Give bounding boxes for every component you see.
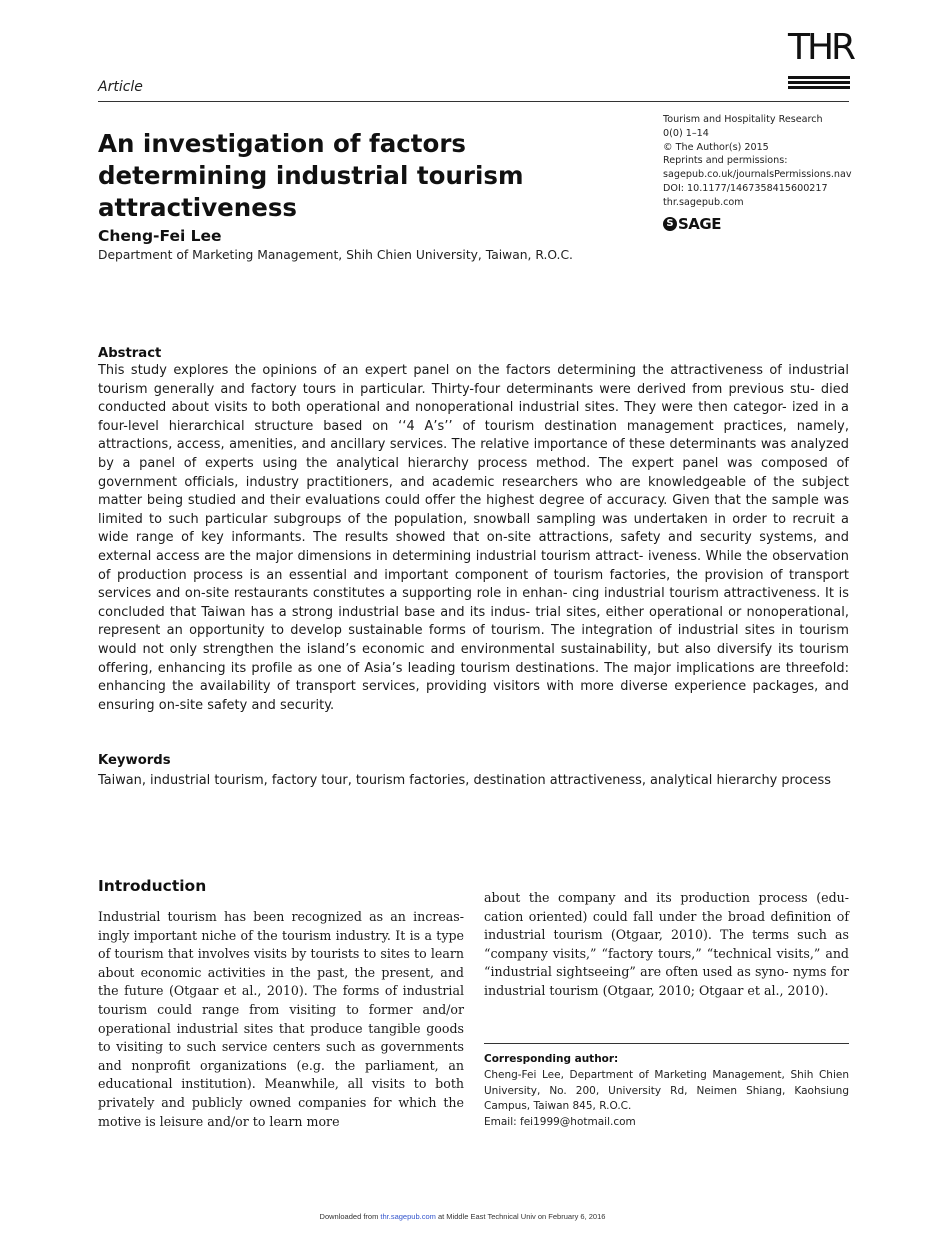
journal-volume: 0(0) 1–14 (663, 127, 709, 139)
author-name: Cheng-Fei Lee (98, 227, 222, 245)
journal-copyright: © The Author(s) 2015 (663, 141, 769, 153)
footer-suffix: at Middle East Technical Univ on February 6, 2016 (437, 1212, 606, 1221)
article-type-label: Article (98, 79, 143, 95)
footer-prefix: Downloaded from (319, 1212, 379, 1221)
journal-name: Tourism and Hospitality Research (663, 114, 823, 125)
sage-circle-icon: S (663, 217, 677, 231)
keywords-text: Taiwan, industrial tourism, factory tour, tourism factories, destination attractiveness, analytical hierarchy process (98, 773, 831, 788)
download-footer (0, 1212, 925, 1221)
introduction-left-column: Industrial tourism has been recognized as an increas- ingly important niche of the tourism industry. It is a type of tourism that involves visits by tourists to sites to learn about economic activities in the past, the present, and the future (Otgaar et al., 2010). The forms of industrial tourism could range from visiting to former and/or operational industrial sites that produce tangible goods to visiting to such service centers such as governments and nonprofit organizations (e.g. the parliament, an educational institution). Meanwhile, all visits to both privately and publicly owned companies for which the motive is leisure and/or to learn more (98, 909, 464, 1129)
corresponding-divider (484, 1043, 849, 1044)
journal-info (663, 113, 863, 210)
journal-site-link[interactable]: thr.sagepub.com (663, 196, 744, 208)
sage-wordmark: SAGE (678, 215, 721, 233)
corresponding-details (484, 1068, 849, 1130)
abstract-heading: Abstract (98, 346, 162, 361)
journal-doi[interactable]: DOI: 10.1177/1467358415600217 (663, 182, 828, 194)
journal-logo-bars (788, 76, 850, 91)
journal-reprints: Reprints and permissions: (663, 155, 788, 167)
corresponding-heading: Corresponding author: (484, 1053, 619, 1065)
author-affiliation: Department of Marketing Management, Shih Chien University, Taiwan, R.O.C. (98, 248, 573, 262)
introduction-heading: Introduction (98, 877, 207, 895)
keywords-heading: Keywords (98, 753, 171, 768)
header-divider (98, 101, 849, 102)
sage-logo (663, 215, 721, 233)
abstract-text: This study explores the opinions of an expert panel on the factors determining the attractiveness of industrial tourism generally and factory tours in particular. Thirty-four determinants were derived from previous stu- died conducted about visits to both operational and nonoperational industrial sites. They were then categor- ized in a four-level hierarchical structure based on ‘‘4 A’s’’ of tourism destination management practices, namely, attractions, access, amenities, and ancillary services. The relative importance of these determinants was analyzed by a panel of experts using the analytical hierarchy process method. The expert panel was composed of government officials, industry practitioners, and academic researchers who are knowledgeable of the subject matter being studied and their evaluations could offer the highest degree of accuracy. Given that the sample was limited to such particular subgroups of the population, snowball sampling was undertaken in order to recruit a wide range of key informants. The results showed that on-site attractions, safety and security systems, and external access are the major dimensions in determining industrial tourism attract- iveness. While the observation of production process is an essential and important component of tourism factories, the provision of transport services and on-site restaurants constitutes a supporting role in enhan- cing industrial tourism attractiveness. It is concluded that Taiwan has a strong industrial base and its indus- trial sites, either operational or nonoperational, represent an opportunity to develop sustainable forms of tourism. The integration of industrial sites in tourism would not only strengthen the island’s economic and environmental sustainability, but also diversify its tourism offering, enhancing its profile as one of Asia’s leading tourism destinations. The major implications are threefold: enhancing the availability of transport services, providing visitors with more diverse experience packages, and ensuring on-site safety and security. (98, 363, 849, 713)
journal-logo (788, 26, 854, 96)
footer-link[interactable]: thr.sagepub.com (380, 1212, 436, 1221)
corresponding-email[interactable]: Email: fei1999@hotmail.com (484, 1115, 636, 1128)
journal-permissions-link[interactable]: sagepub.co.uk/journalsPermissions.nav (663, 169, 852, 181)
corresponding-address: Cheng-Fei Lee, Department of Marketing Management, Shih Chien University, No. 200, University Rd, Neimen Shiang, Kaohsiung Campus, Taiwan 845, R.O.C. (484, 1069, 849, 1112)
introduction-right-column: about the company and its production process (edu- cation oriented) could fall under the broad definition of industrial tourism (Otgaar, 2010). The terms such as “company visits,” “factory tours,” “technical visits,” and “industrial sightseeing” are often used as syno- nyms for industrial tourism (Otgaar, 2010; Otgaar et al., 2010). (484, 890, 849, 998)
article-title: An investigation of factors determining industrial tourism attractiveness (98, 129, 524, 222)
journal-logo-text: THR (788, 27, 854, 68)
